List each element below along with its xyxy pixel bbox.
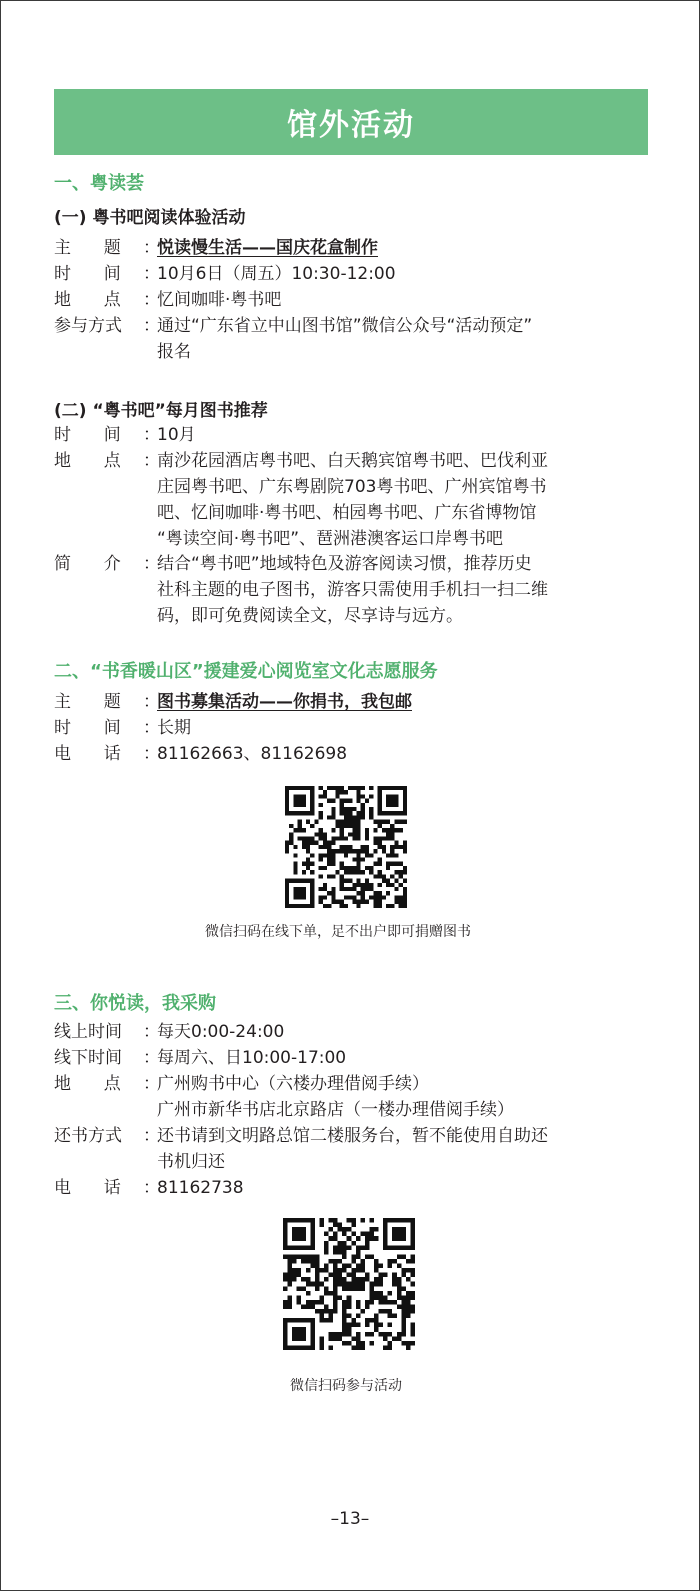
sec3-offline-value: 每周六、日10:00-17:00: [157, 1048, 347, 1068]
field-label: 时 间: [54, 264, 121, 284]
section-1-heading: 一、粤读荟: [54, 173, 144, 194]
sec2-theme-value: 图书募集活动——你捐书，我包邮: [157, 692, 412, 712]
field-label: 主 题: [54, 238, 121, 258]
sec3-place-value: 广州购书中心（六楼办理借阅手续）: [157, 1074, 429, 1094]
page-title: 馆外活动: [54, 89, 648, 155]
qr-caption: 微信扫码在线下单，足不出户即可捐赠图书: [205, 924, 471, 940]
sec2-phone-value: 81162663、81162698: [157, 744, 348, 764]
s1-theme-value: 悦读慢生活——国庆花盒制作: [157, 238, 378, 258]
sec3-return-cont: 书机归还: [157, 1152, 225, 1172]
field-label: 线下时间: [54, 1048, 122, 1068]
sec3-phone-value: 81162738: [157, 1178, 244, 1198]
s1-method-value: 通过“广东省立中山图书馆”微信公众号“活动预定”: [157, 316, 533, 336]
sec3-return-value: 还书请到文明路总馆二楼服务台，暂不能使用自助还: [157, 1126, 548, 1146]
subsection-2-heading: (二) “粤书吧”每月图书推荐: [54, 401, 268, 421]
field-label: 参与方式: [54, 316, 122, 336]
sec3-online-value: 每天0:00-24:00: [157, 1022, 285, 1042]
qr-code: [283, 1218, 415, 1350]
qr-caption: 微信扫码参与活动: [290, 1378, 402, 1394]
s2-intro-cont: 社科主题的电子图书，游客只需使用手机扫一扫二维: [157, 580, 548, 600]
field-label: 还书方式: [54, 1126, 122, 1146]
s2-place-cont: “粤读空间·粤书吧”、琶洲港澳客运口岸粤书吧: [157, 529, 504, 549]
field-label: 时 间: [54, 425, 121, 445]
page-number: –13–: [330, 1509, 370, 1529]
s2-intro-value: 结合“粤书吧”地域特色及游客阅读习惯，推荐历史: [157, 554, 532, 574]
s2-place-value: 南沙花园酒店粤书吧、白天鹅宾馆粤书吧、巴伐利亚: [157, 451, 548, 471]
s2-intro-cont: 码，即可免费阅读全文，尽享诗与远方。: [157, 606, 463, 626]
s1-time-value: 10月6日（周五）10:30-12:00: [157, 264, 396, 284]
field-label: 时 间: [54, 718, 121, 738]
field-label: 线上时间: [54, 1022, 122, 1042]
sec3-place-cont: 广州市新华书店北京路店（一楼办理借阅手续）: [157, 1100, 514, 1120]
s2-place-cont: 庄园粤书吧、广东粤剧院703粤书吧、广州宾馆粤书: [157, 477, 547, 497]
field-label: 地 点: [54, 1074, 121, 1094]
s1-place-value: 忆间咖啡·粤书吧: [157, 290, 282, 310]
field-label: 主 题: [54, 692, 121, 712]
sec2-time-value: 长期: [157, 718, 191, 738]
s2-place-cont: 吧、忆间咖啡·粤书吧、柏园粤书吧、广东省博物馆: [157, 503, 537, 523]
field-label: 简 介: [54, 554, 121, 574]
field-label: 电 话: [54, 1178, 121, 1198]
field-label: 地 点: [54, 451, 121, 471]
s1-method-value-cont: 报名: [157, 342, 191, 362]
field-label: 电 话: [54, 744, 121, 764]
field-label: 地 点: [54, 290, 121, 310]
qr-code: [285, 786, 407, 908]
section-3-heading: 三、你悦读，我采购: [54, 993, 216, 1014]
s2-time-value: 10月: [157, 425, 196, 445]
subsection-1-heading: (一) 粤书吧阅读体验活动: [54, 208, 246, 228]
page: 馆外活动 一、粤读荟 (一) 粤书吧阅读体验活动 主 题 ： 悦读慢生活——国庆花盒制作 时 间 ： 10月6日（周五）10:30-12:00 地 点 ： 忆间咖啡·粤书吧 参与方式 ： 通过“广东省立中山图书馆”微信公众号“活动预定” 报名 (二) “粤书吧”每月图书推荐 时 间 ： 10月 地 点 ： 南沙花园酒店粤书吧、白天鹅宾馆粤书吧、巴伐利亚 庄园粤书吧、广东粤剧院703粤书吧、广州宾馆粤书 吧、忆间咖啡·粤书吧、柏园粤书吧、广东省博物馆 “粤读空间·粤书吧”、琶洲港澳客运口岸粤书吧 简 介 ： 结合“粤书吧”地域特色及游客阅读习惯，推荐历史 社科主题的电子图书，游客只需使用手机扫一扫二维 码，即可免费阅读全文，尽享诗与远方。 二、“书香暖山区”援建爱心阅览室文化志愿服务 主 题 ： 图书募集活动——你捐书，我包邮 时 间 ： 长期 电 话 ： 81162663、81162698 微信扫码在线下单，足不出户即可捐赠图书 三、你悦读，我采购 线上时间 ： 每天0:00-24:00 线下时间 ： 每周六、日10:00-17:00 地 点 ： 广州购书中心（六楼办理借阅手续） 广州市新华书店北京路店（一楼办理借阅手续） 还书方式 ： 还书请到文明路总馆二楼服务台，暂不能使用自助还 书机归还 电 话 ： 81162738 微信扫码参与活动 –13–: [0, 0, 700, 1591]
section-2-heading: 二、“书香暖山区”援建爱心阅览室文化志愿服务: [54, 661, 438, 682]
